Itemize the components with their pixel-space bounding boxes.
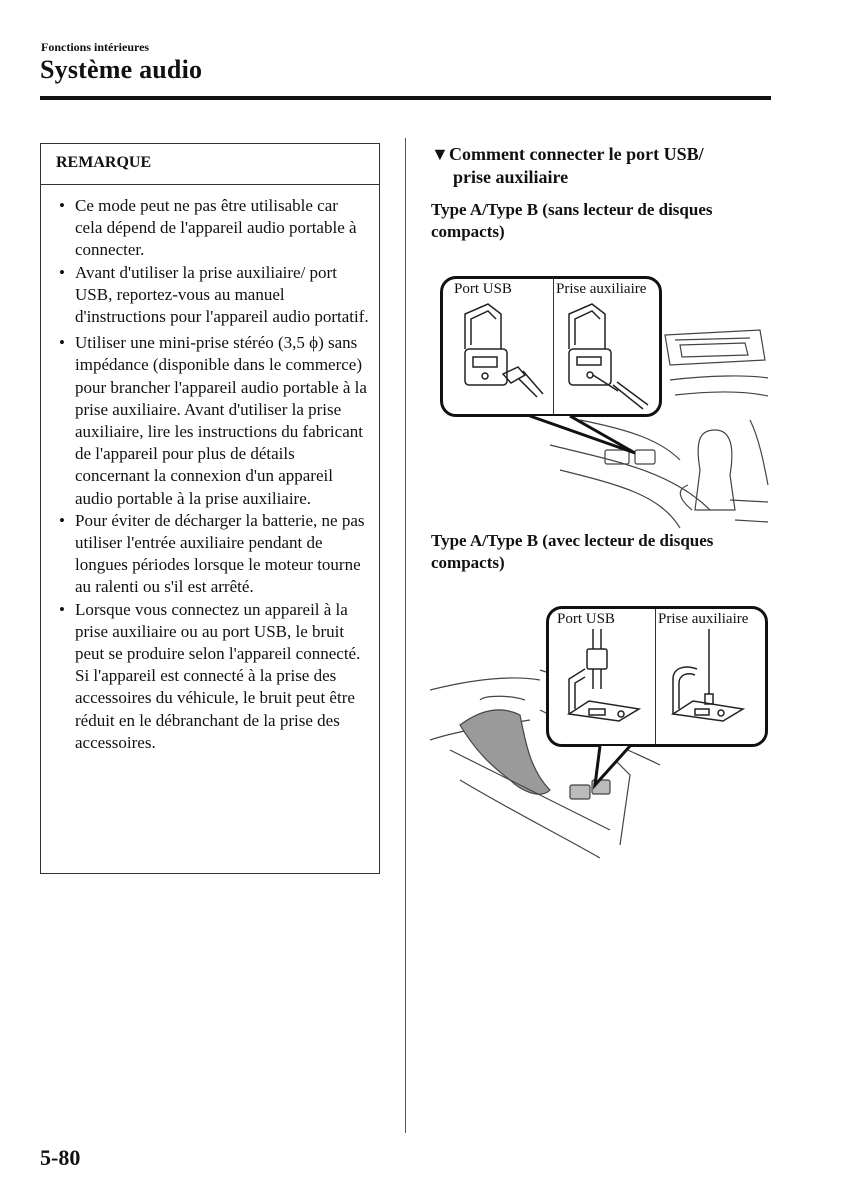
note-item-text: Ce mode peut ne pas être utilisable car cela dépend de l'appareil audio portable à connecter.	[75, 196, 357, 260]
triangle-marker-icon: ▼	[431, 144, 449, 164]
section-label: Fonctions intérieures	[41, 40, 150, 54]
column-divider	[405, 138, 406, 1133]
note-item-text: Utiliser une mini-prise stéréo (3,5 ϕ) sans impédance (disponible dans le commerce) pour brancher l'appareil audio portable à la prise auxiliaire. Avant d'utiliser la prise auxiliaire, lire les instructions du fabricant de l'appareil pour plus de détails concernant la connexion d'un appareil audio portable à la prise auxiliaire.	[75, 333, 367, 508]
note-item-text: Avant d'utiliser la prise auxiliaire/ port USB, reportez-vous au manuel d'instructions pour l'appareil audio portatif.	[75, 262, 369, 327]
bullet-icon: •	[59, 333, 65, 353]
bullet-icon: •	[59, 510, 65, 530]
aux-jack-label: Prise auxiliaire	[556, 281, 647, 297]
callout-pointer	[430, 600, 770, 860]
page-number: 5-80	[40, 1145, 81, 1170]
figure-caption: Type A/Type B (sans lecteur de disques compacts)	[431, 200, 713, 241]
usb-port-label: Port USB	[454, 281, 512, 297]
bullet-icon: •	[59, 196, 65, 215]
section-heading	[431, 143, 771, 189]
note-item-text: Lorsque vous connectez un appareil à la prise auxiliaire ou au port USB, le bruit peut se produire selon l'appareil connecté. Si l'appareil est connecté à la prise des accessoires du véhicule, le bruit peut être réduit en le débranchant de la prise des accessoires.	[75, 599, 361, 752]
note-heading: REMARQUE	[41, 144, 379, 185]
aux-jack-label: Prise auxiliaire	[658, 611, 749, 627]
figure-usb-aux-no-cd	[430, 270, 770, 530]
note-item-text: Pour éviter de décharger la batterie, ne pas utiliser l'entrée auxiliaire pendant de longues périodes lorsque le moteur tourne au ralenti ou s'il est arrêté.	[75, 510, 365, 597]
bullet-icon: •	[59, 262, 65, 282]
bullet-icon: •	[59, 599, 65, 619]
section-heading-line1: Comment connecter le port USB/	[449, 144, 704, 164]
page-title: Système audio	[40, 55, 203, 84]
note-item	[59, 510, 369, 599]
callout-pointer	[430, 270, 770, 530]
note-item	[59, 195, 369, 262]
note-box	[40, 143, 380, 874]
note-item	[59, 599, 369, 754]
usb-port-label: Port USB	[557, 611, 615, 627]
note-item	[59, 262, 369, 329]
section-heading-line2: prise auxiliaire	[453, 167, 569, 187]
note-list	[41, 185, 379, 754]
header-rule	[40, 96, 771, 100]
figure-caption: Type A/Type B (avec lecteur de disques compacts)	[431, 531, 714, 572]
note-item	[59, 332, 369, 510]
figure-usb-aux-with-cd	[430, 600, 770, 860]
